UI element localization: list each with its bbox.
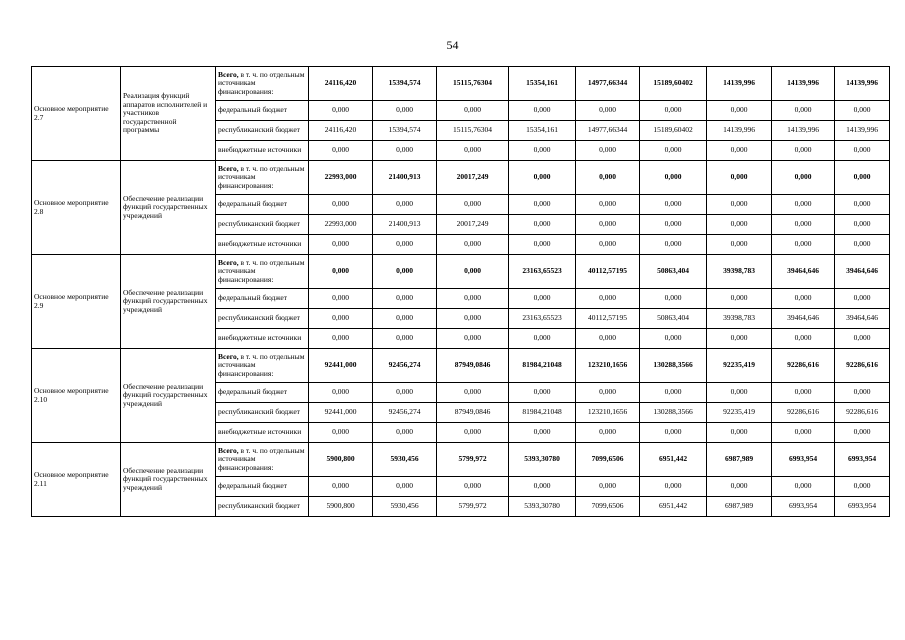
funding-source-label: внебюджетные источники xyxy=(216,235,309,255)
amount-cell: 14139,996 xyxy=(835,121,890,141)
amount-cell: 92441,000 xyxy=(309,403,373,423)
amount-cell: 6993,954 xyxy=(835,497,890,517)
event-description: Обеспечение реализации функций государственных учреждений xyxy=(121,161,216,255)
amount-cell: 0,000 xyxy=(437,141,509,161)
amount-cell: 0,000 xyxy=(509,161,576,195)
total-label-prefix: Всего, xyxy=(218,163,239,173)
amount-cell: 0,000 xyxy=(640,423,707,443)
amount-cell: 0,000 xyxy=(576,423,640,443)
amount-cell: 0,000 xyxy=(707,289,772,309)
amount-cell: 0,000 xyxy=(640,161,707,195)
event-name: Основное мероприятие 2.9 xyxy=(32,255,121,349)
budget-table xyxy=(31,66,890,517)
amount-cell: 0,000 xyxy=(576,329,640,349)
amount-cell: 5900,800 xyxy=(309,443,373,477)
amount-cell: 0,000 xyxy=(309,235,373,255)
amount-cell: 0,000 xyxy=(373,255,437,289)
amount-cell: 0,000 xyxy=(835,235,890,255)
amount-cell: 39464,646 xyxy=(835,309,890,329)
amount-cell: 92286,616 xyxy=(772,349,835,383)
amount-cell: 0,000 xyxy=(772,477,835,497)
amount-cell: 0,000 xyxy=(576,215,640,235)
amount-cell: 0,000 xyxy=(835,329,890,349)
amount-cell: 0,000 xyxy=(640,383,707,403)
amount-cell: 0,000 xyxy=(707,141,772,161)
amount-cell: 92456,274 xyxy=(373,403,437,423)
amount-cell: 6951,442 xyxy=(640,443,707,477)
amount-cell: 87949,0846 xyxy=(437,403,509,423)
amount-cell: 0,000 xyxy=(373,101,437,121)
amount-cell: 0,000 xyxy=(772,329,835,349)
amount-cell: 0,000 xyxy=(373,329,437,349)
amount-cell: 0,000 xyxy=(309,383,373,403)
total-label-suffix: в т. ч. по отдельным источникам финансирования: xyxy=(218,257,305,284)
funding-source-label: республиканский бюджет xyxy=(216,497,309,517)
amount-cell: 14977,66344 xyxy=(576,121,640,141)
amount-cell: 0,000 xyxy=(309,195,373,215)
amount-cell: 15354,161 xyxy=(509,121,576,141)
amount-cell: 0,000 xyxy=(373,423,437,443)
total-label-suffix: в т. ч. по отдельным источникам финансирования: xyxy=(218,445,305,472)
amount-cell: 14139,996 xyxy=(772,121,835,141)
amount-cell: 15394,574 xyxy=(373,121,437,141)
amount-cell: 0,000 xyxy=(309,329,373,349)
funding-source-label: республиканский бюджет xyxy=(216,403,309,423)
amount-cell: 0,000 xyxy=(707,195,772,215)
amount-cell: 5393,30780 xyxy=(509,443,576,477)
amount-cell: 123210,1656 xyxy=(576,349,640,383)
amount-cell: 130288,3566 xyxy=(640,403,707,423)
amount-cell: 0,000 xyxy=(309,289,373,309)
amount-cell: 0,000 xyxy=(309,255,373,289)
amount-cell: 92286,616 xyxy=(835,349,890,383)
table-body xyxy=(32,67,890,517)
amount-cell: 5930,456 xyxy=(373,497,437,517)
amount-cell: 0,000 xyxy=(373,195,437,215)
amount-cell: 39398,783 xyxy=(707,309,772,329)
amount-cell: 0,000 xyxy=(640,235,707,255)
amount-cell: 0,000 xyxy=(835,141,890,161)
amount-cell: 5393,30780 xyxy=(509,497,576,517)
amount-cell: 20017,249 xyxy=(437,161,509,195)
amount-cell: 21400,913 xyxy=(373,215,437,235)
amount-cell: 14139,996 xyxy=(835,67,890,101)
funding-source-label: внебюджетные источники xyxy=(216,329,309,349)
amount-cell: 0,000 xyxy=(509,477,576,497)
amount-cell: 23163,65523 xyxy=(509,255,576,289)
amount-cell: 22993,000 xyxy=(309,161,373,195)
table-row-total xyxy=(32,255,890,289)
amount-cell: 0,000 xyxy=(509,235,576,255)
amount-cell: 0,000 xyxy=(835,195,890,215)
funding-source-label xyxy=(216,349,309,383)
event-description: Обеспечение реализации функций государственных учреждений xyxy=(121,255,216,349)
amount-cell: 92235,419 xyxy=(707,403,772,423)
event-name: Основное мероприятие 2.7 xyxy=(32,67,121,161)
amount-cell: 0,000 xyxy=(373,289,437,309)
amount-cell: 22993,000 xyxy=(309,215,373,235)
amount-cell: 7099,6506 xyxy=(576,443,640,477)
amount-cell: 81984,21048 xyxy=(509,349,576,383)
funding-source-label: республиканский бюджет xyxy=(216,215,309,235)
amount-cell: 0,000 xyxy=(707,235,772,255)
amount-cell: 0,000 xyxy=(309,423,373,443)
amount-cell: 92235,419 xyxy=(707,349,772,383)
amount-cell: 50863,404 xyxy=(640,255,707,289)
amount-cell: 0,000 xyxy=(309,477,373,497)
amount-cell: 0,000 xyxy=(437,195,509,215)
amount-cell: 39464,646 xyxy=(835,255,890,289)
amount-cell: 0,000 xyxy=(309,101,373,121)
amount-cell: 0,000 xyxy=(707,423,772,443)
amount-cell: 39464,646 xyxy=(772,255,835,289)
amount-cell: 87949,0846 xyxy=(437,349,509,383)
amount-cell: 50863,404 xyxy=(640,309,707,329)
amount-cell: 5900,800 xyxy=(309,497,373,517)
amount-cell: 0,000 xyxy=(576,141,640,161)
amount-cell: 0,000 xyxy=(772,161,835,195)
amount-cell: 0,000 xyxy=(835,289,890,309)
amount-cell: 0,000 xyxy=(835,423,890,443)
amount-cell: 14139,996 xyxy=(772,67,835,101)
amount-cell: 92286,616 xyxy=(835,403,890,423)
amount-cell: 130288,3566 xyxy=(640,349,707,383)
funding-source-label: внебюджетные источники xyxy=(216,423,309,443)
funding-source-label: федеральный бюджет xyxy=(216,101,309,121)
amount-cell: 0,000 xyxy=(576,477,640,497)
amount-cell: 0,000 xyxy=(576,161,640,195)
amount-cell: 0,000 xyxy=(640,141,707,161)
amount-cell: 0,000 xyxy=(509,141,576,161)
total-label-prefix: Всего, xyxy=(218,69,239,79)
event-name: Основное мероприятие 2.11 xyxy=(32,443,121,517)
amount-cell: 0,000 xyxy=(835,101,890,121)
amount-cell: 0,000 xyxy=(640,101,707,121)
amount-cell: 0,000 xyxy=(576,383,640,403)
amount-cell: 0,000 xyxy=(509,101,576,121)
amount-cell: 6993,954 xyxy=(835,443,890,477)
event-description: Обеспечение реализации функций государственных учреждений xyxy=(121,443,216,517)
table-row-total xyxy=(32,67,890,101)
amount-cell: 6987,989 xyxy=(707,497,772,517)
event-name: Основное мероприятие 2.8 xyxy=(32,161,121,255)
amount-cell: 0,000 xyxy=(772,101,835,121)
total-label-prefix: Всего, xyxy=(218,257,239,267)
amount-cell: 5799,972 xyxy=(437,497,509,517)
amount-cell: 23163,65523 xyxy=(509,309,576,329)
event-name: Основное мероприятие 2.10 xyxy=(32,349,121,443)
amount-cell: 0,000 xyxy=(835,161,890,195)
amount-cell: 6993,954 xyxy=(772,497,835,517)
amount-cell: 0,000 xyxy=(576,235,640,255)
amount-cell: 0,000 xyxy=(772,141,835,161)
table-row-total xyxy=(32,349,890,383)
funding-source-label: республиканский бюджет xyxy=(216,121,309,141)
event-description: Обеспечение реализации функций государственных учреждений xyxy=(121,349,216,443)
amount-cell: 0,000 xyxy=(437,255,509,289)
amount-cell: 0,000 xyxy=(437,309,509,329)
amount-cell: 40112,57195 xyxy=(576,255,640,289)
amount-cell: 39398,783 xyxy=(707,255,772,289)
amount-cell: 0,000 xyxy=(437,383,509,403)
amount-cell: 0,000 xyxy=(509,195,576,215)
amount-cell: 20017,249 xyxy=(437,215,509,235)
amount-cell: 0,000 xyxy=(437,329,509,349)
amount-cell: 0,000 xyxy=(509,289,576,309)
funding-source-label xyxy=(216,67,309,101)
total-label-suffix: в т. ч. по отдельным источникам финансирования: xyxy=(218,69,305,96)
total-label-prefix: Всего, xyxy=(218,351,239,361)
amount-cell: 0,000 xyxy=(772,235,835,255)
amount-cell: 0,000 xyxy=(772,215,835,235)
amount-cell: 0,000 xyxy=(437,423,509,443)
amount-cell: 0,000 xyxy=(640,195,707,215)
amount-cell: 0,000 xyxy=(707,101,772,121)
amount-cell: 0,000 xyxy=(373,141,437,161)
amount-cell: 0,000 xyxy=(576,101,640,121)
amount-cell: 0,000 xyxy=(707,329,772,349)
amount-cell: 0,000 xyxy=(640,329,707,349)
amount-cell: 24116,420 xyxy=(309,121,373,141)
amount-cell: 0,000 xyxy=(437,477,509,497)
amount-cell: 0,000 xyxy=(772,289,835,309)
amount-cell: 14139,996 xyxy=(707,67,772,101)
funding-source-label: внебюджетные источники xyxy=(216,141,309,161)
amount-cell: 0,000 xyxy=(640,477,707,497)
amount-cell: 7099,6506 xyxy=(576,497,640,517)
amount-cell: 0,000 xyxy=(835,477,890,497)
amount-cell: 0,000 xyxy=(509,329,576,349)
amount-cell: 0,000 xyxy=(707,383,772,403)
event-description: Реализация функций аппаратов исполнителей и участников государственной программы xyxy=(121,67,216,161)
amount-cell: 0,000 xyxy=(707,161,772,195)
amount-cell: 40112,57195 xyxy=(576,309,640,329)
table-row-total xyxy=(32,161,890,195)
funding-source-label: федеральный бюджет xyxy=(216,289,309,309)
amount-cell: 0,000 xyxy=(707,477,772,497)
page-number: 54 xyxy=(446,38,459,52)
amount-cell: 0,000 xyxy=(707,215,772,235)
amount-cell: 92286,616 xyxy=(772,403,835,423)
amount-cell: 0,000 xyxy=(835,383,890,403)
amount-cell: 5799,972 xyxy=(437,443,509,477)
amount-cell: 92441,000 xyxy=(309,349,373,383)
amount-cell: 0,000 xyxy=(576,195,640,215)
funding-source-label xyxy=(216,255,309,289)
amount-cell: 15189,60402 xyxy=(640,67,707,101)
amount-cell: 14977,66344 xyxy=(576,67,640,101)
funding-source-label xyxy=(216,161,309,195)
amount-cell: 6987,989 xyxy=(707,443,772,477)
amount-cell: 0,000 xyxy=(640,289,707,309)
amount-cell: 0,000 xyxy=(509,383,576,403)
funding-source-label: республиканский бюджет xyxy=(216,309,309,329)
amount-cell: 14139,996 xyxy=(707,121,772,141)
funding-source-label: федеральный бюджет xyxy=(216,195,309,215)
total-label-prefix: Всего, xyxy=(218,445,239,455)
amount-cell: 15115,76304 xyxy=(437,67,509,101)
amount-cell: 0,000 xyxy=(835,215,890,235)
amount-cell: 0,000 xyxy=(309,141,373,161)
amount-cell: 0,000 xyxy=(373,477,437,497)
amount-cell: 0,000 xyxy=(772,195,835,215)
amount-cell: 0,000 xyxy=(437,289,509,309)
amount-cell: 21400,913 xyxy=(373,161,437,195)
amount-cell: 0,000 xyxy=(373,309,437,329)
amount-cell: 15115,76304 xyxy=(437,121,509,141)
table-row-total xyxy=(32,443,890,477)
amount-cell: 15189,60402 xyxy=(640,121,707,141)
amount-cell: 0,000 xyxy=(576,289,640,309)
amount-cell: 81984,21048 xyxy=(509,403,576,423)
amount-cell: 6951,442 xyxy=(640,497,707,517)
amount-cell: 6993,954 xyxy=(772,443,835,477)
total-label-suffix: в т. ч. по отдельным источникам финансирования: xyxy=(218,351,305,378)
amount-cell: 15354,161 xyxy=(509,67,576,101)
amount-cell: 5930,456 xyxy=(373,443,437,477)
amount-cell: 0,000 xyxy=(772,383,835,403)
amount-cell: 0,000 xyxy=(373,383,437,403)
amount-cell: 0,000 xyxy=(509,215,576,235)
funding-source-label: федеральный бюджет xyxy=(216,477,309,497)
amount-cell: 123210,1656 xyxy=(576,403,640,423)
total-label-suffix: в т. ч. по отдельным источникам финансирования: xyxy=(218,163,305,190)
amount-cell: 0,000 xyxy=(772,423,835,443)
amount-cell: 0,000 xyxy=(437,235,509,255)
amount-cell: 0,000 xyxy=(509,423,576,443)
amount-cell: 39464,646 xyxy=(772,309,835,329)
amount-cell: 92456,274 xyxy=(373,349,437,383)
funding-source-label: федеральный бюджет xyxy=(216,383,309,403)
amount-cell: 15394,574 xyxy=(373,67,437,101)
amount-cell: 0,000 xyxy=(437,101,509,121)
amount-cell: 0,000 xyxy=(640,215,707,235)
funding-source-label xyxy=(216,443,309,477)
amount-cell: 24116,420 xyxy=(309,67,373,101)
amount-cell: 0,000 xyxy=(309,309,373,329)
amount-cell: 0,000 xyxy=(373,235,437,255)
